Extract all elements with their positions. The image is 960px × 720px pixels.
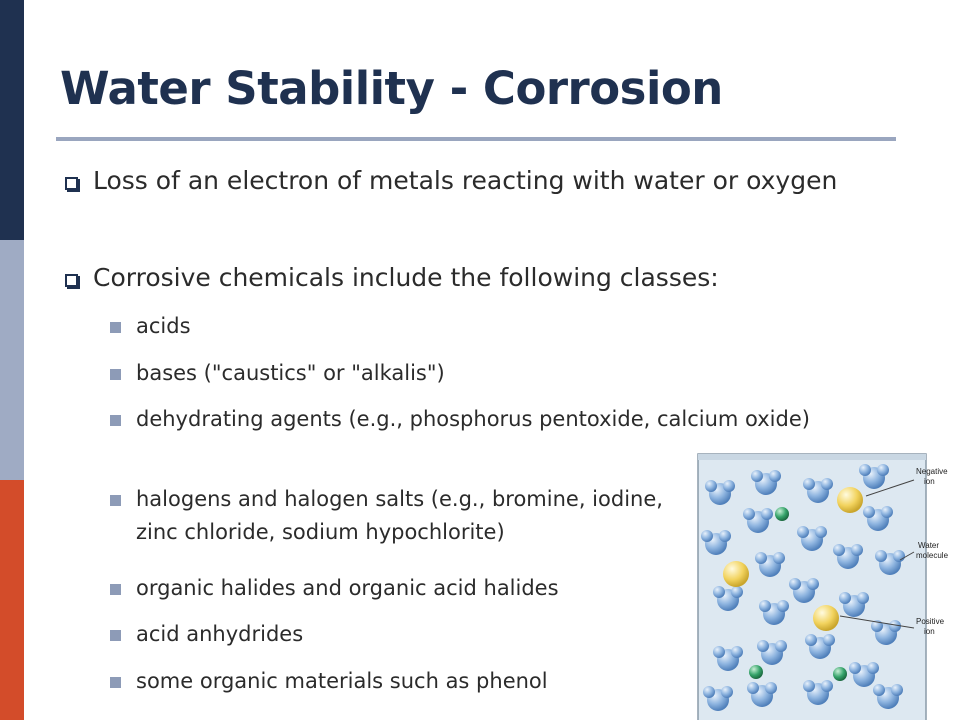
- sub-bullet-halogens: [136, 483, 691, 549]
- slide-title: Water Stability - Corrosion: [60, 62, 723, 115]
- square-bullet-icon: [65, 177, 78, 190]
- negative-ion-label-line1: Negative: [916, 467, 948, 476]
- filled-square-bullet-icon: [110, 630, 121, 641]
- negative-ion-icon: [723, 561, 749, 587]
- sub-bullet-bases: [136, 357, 896, 390]
- filled-square-bullet-icon: [110, 495, 121, 506]
- bullet-corrosive-classes: [93, 259, 893, 297]
- sub-bullet-text: dehydrating agents (e.g., phosphorus pentoxide, calcium oxide): [136, 407, 810, 431]
- filled-square-bullet-icon: [110, 584, 121, 595]
- filled-square-bullet-icon: [110, 415, 121, 426]
- positive-ion-label-line2: ion: [924, 627, 935, 636]
- beaker-rim: [698, 454, 926, 460]
- ions-in-water-illustration: [688, 448, 960, 720]
- bullet-text: Corrosive chemicals include the following classes:: [93, 263, 719, 292]
- negative-ion-icon: [813, 605, 839, 631]
- positive-ion-icon: [775, 507, 789, 521]
- positive-ion-label-line1: Positive: [916, 617, 945, 626]
- sub-bullet-text: some organic materials such as phenol: [136, 669, 548, 693]
- water-molecule-label-line1: Water: [918, 541, 940, 550]
- sub-bullet-text: acid anhydrides: [136, 622, 304, 646]
- bullet-electron-loss: [93, 162, 893, 200]
- positive-ion-icon: [833, 667, 847, 681]
- sub-bullet-text: acids: [136, 314, 191, 338]
- sub-bullet-dehydrating-agents: [136, 403, 881, 436]
- negative-ion-label-line2: ion: [924, 477, 935, 486]
- water-molecule-label-line2: molecule: [916, 551, 949, 560]
- filled-square-bullet-icon: [110, 322, 121, 333]
- positive-ion-icon: [749, 665, 763, 679]
- square-bullet-icon: [65, 274, 78, 287]
- sub-bullet-text: bases ("caustics" or "alkalis"): [136, 361, 445, 385]
- negative-ion-icon: [837, 487, 863, 513]
- bullet-text: Loss of an electron of metals reacting with water or oxygen: [93, 166, 838, 195]
- sub-bullet-text: organic halides and organic acid halides: [136, 576, 559, 600]
- filled-square-bullet-icon: [110, 677, 121, 688]
- sub-bullet-text: halogens and halogen salts (e.g., bromine, iodine, zinc chloride, sodium hypochlorite): [136, 487, 663, 544]
- filled-square-bullet-icon: [110, 369, 121, 380]
- sub-bullet-acids: [136, 310, 896, 343]
